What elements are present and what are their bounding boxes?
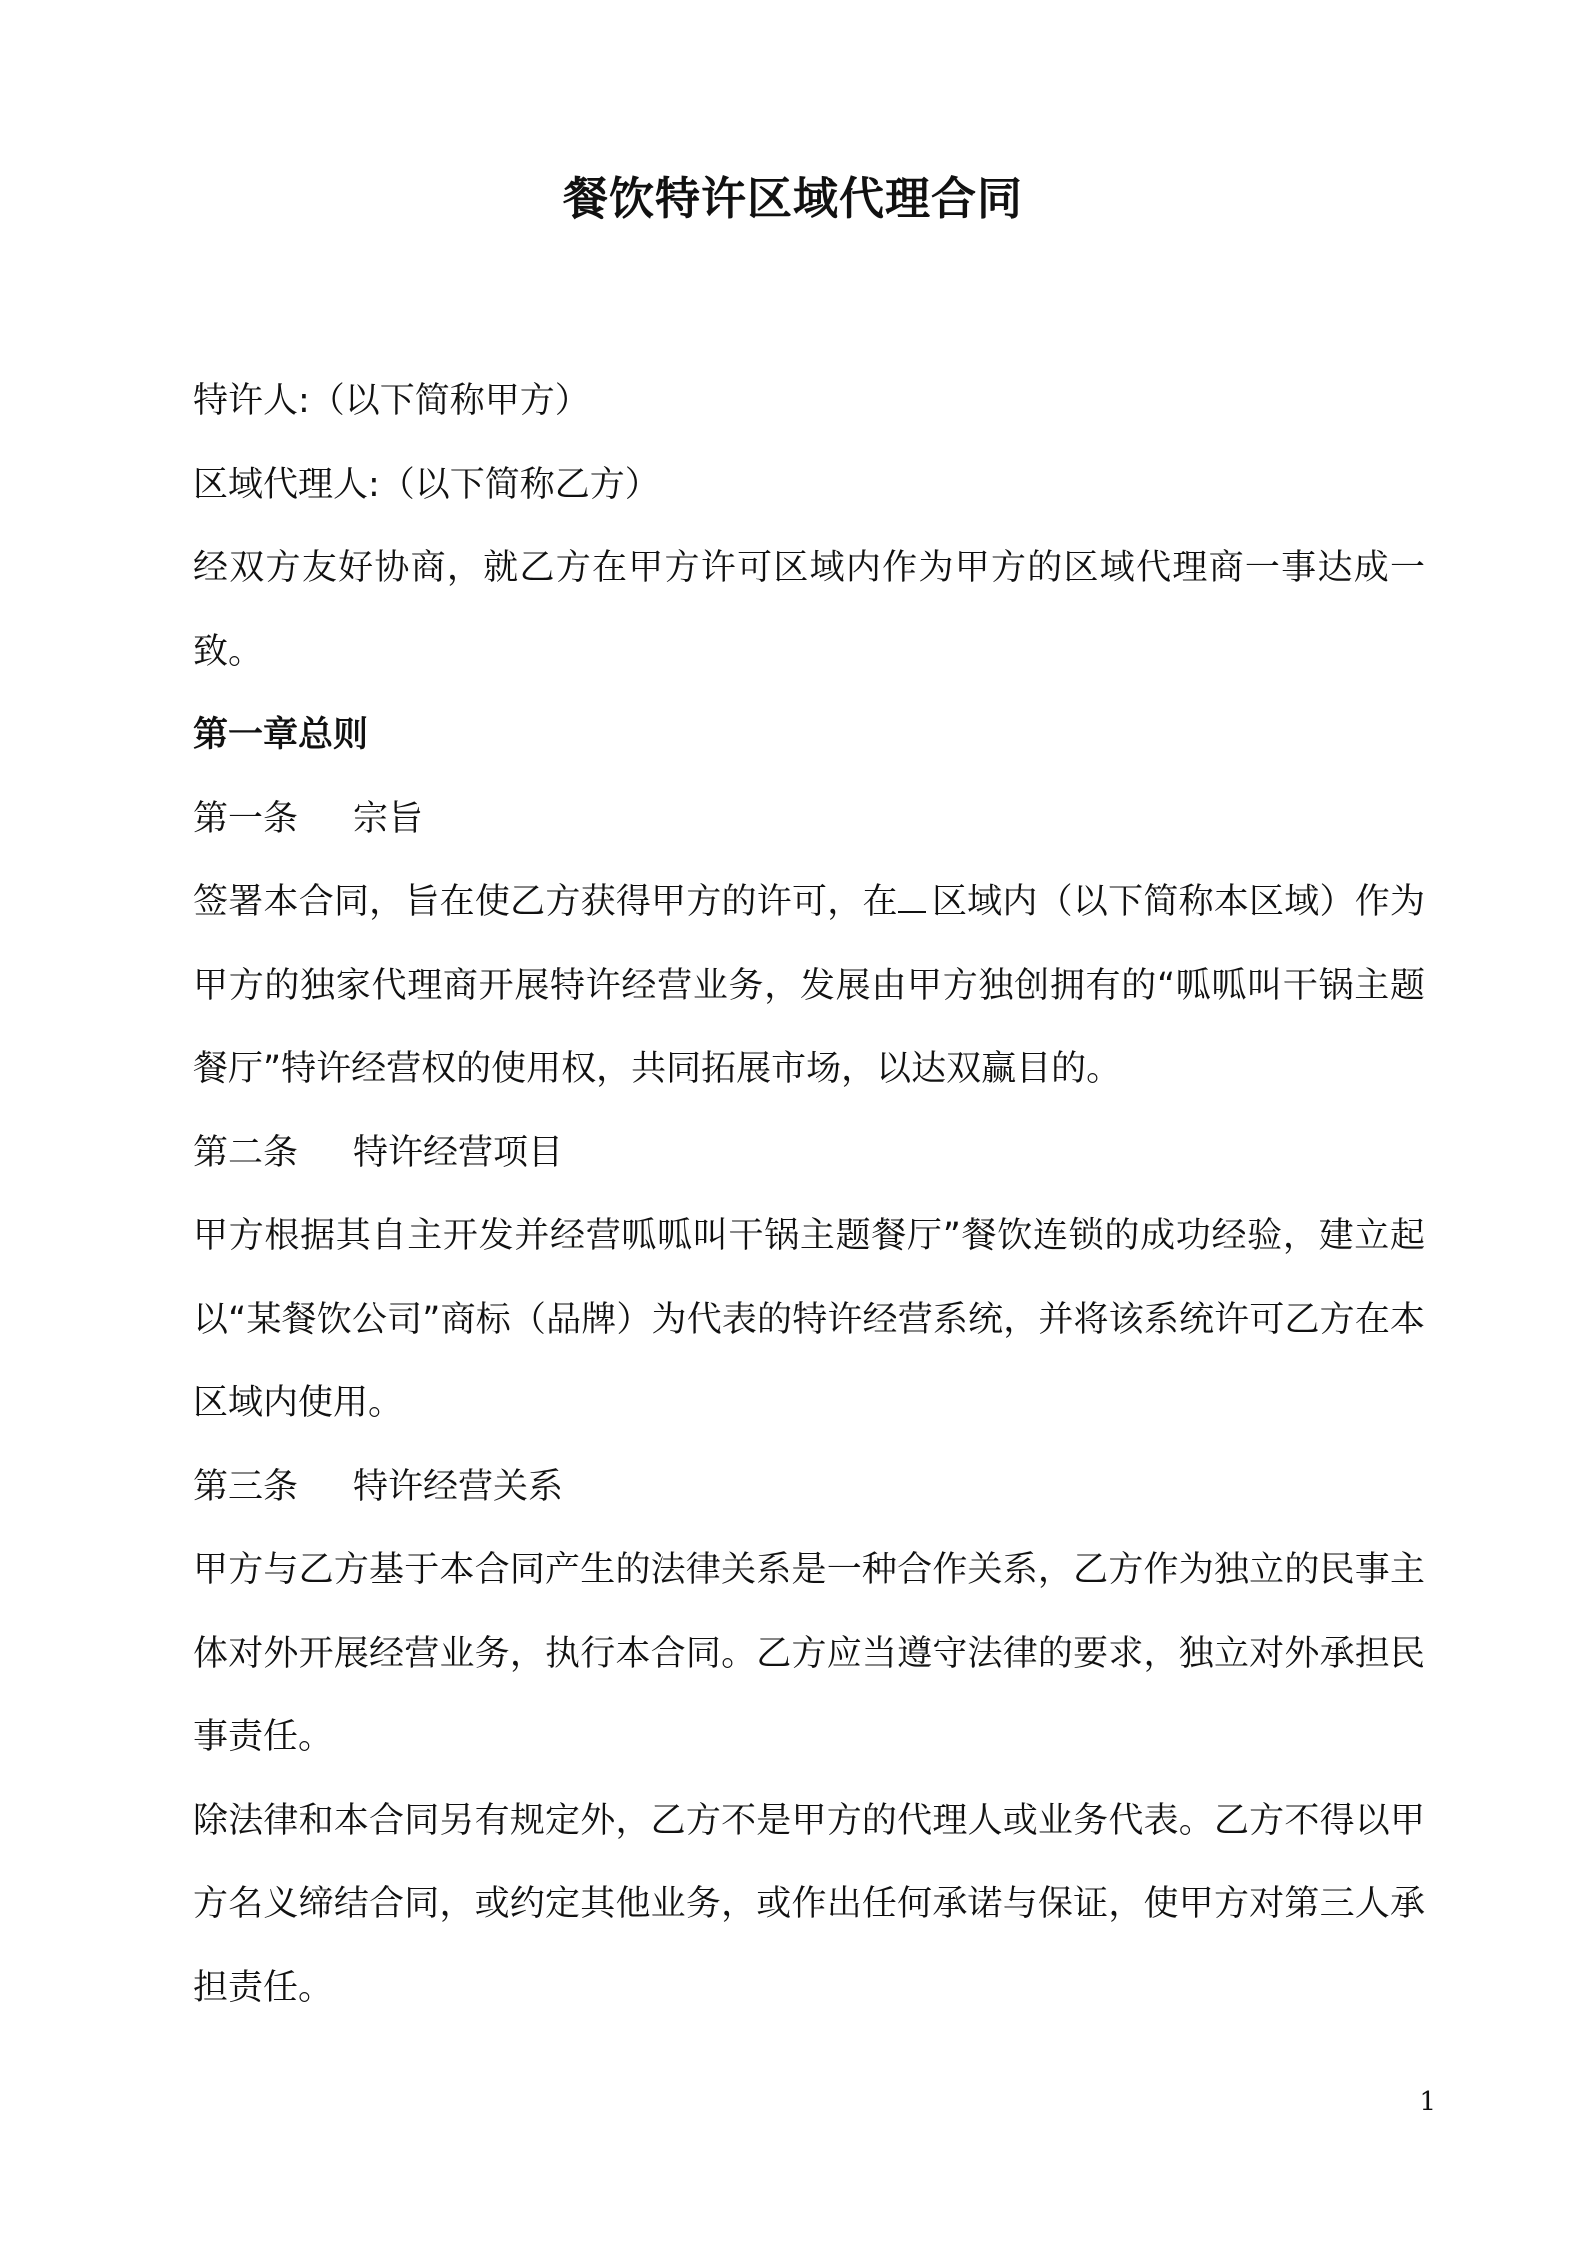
document-title: 餐饮特许区域代理合同 [562,172,1023,225]
article-1-number: 第一条 [193,798,299,839]
article-3-paragraph-1: 甲方与乙方基于本合同产生的法律关系是一种合作关系，乙方作为独立的民事主体对外开展经营业务，执行本合同。乙方应当遵守法律的要求，独立对外承担民事责任。 [193,1550,1425,1757]
article-2-number: 第二条 [193,1132,299,1173]
article-1-heading [193,778,1425,862]
intro-paragraph: 经双方友好协商，就乙方在甲方许可区域内作为甲方的区域代理商一事达成一致。 [193,548,1425,672]
party-regional-agent: 区域代理人:（以下简称乙方） [193,464,660,505]
article-1-text-before-blank: 签署本合同，旨在使乙方获得甲方的许可，在 [193,882,898,922]
article-3-number: 第三条 [193,1466,299,1507]
article-1-title: 宗旨 [353,798,424,839]
article-2-paragraph: 甲方根据其自主开发并经营呱呱叫干锅主题餐厅”餐饮连锁的成功经验，建立起以“某餐饮公司”商标（品牌）为代表的特许经营系统，并将该系统许可乙方在本区域内使用。 [193,1216,1425,1423]
party-franchisor: 特许人:（以下简称甲方） [193,381,590,421]
chapter-heading: 第一章总则 [193,715,369,755]
article-3-title: 特许经营关系 [353,1466,564,1507]
document-body [193,360,1425,2030]
article-3-paragraph-2: 除法律和本合同另有规定外，乙方不是甲方的代理人或业务代表。乙方不得以甲方名义缔结合同，或约定其他业务，或作出任何承诺与保证，使甲方对第三人承担责任。 [193,1800,1425,2008]
article-3-heading [193,1446,1425,1530]
article-2-heading [193,1112,1425,1196]
article-2-title: 特许经营项目 [353,1132,564,1173]
article-1-paragraph [193,861,1425,1112]
article-1-text-after-blank: 区域内（以下简称本区域）作为甲方的独家代理商开展特许经营业务，发展由甲方独创拥有的“呱呱叫干锅主题餐厅”特许经营权的使用权，共同拓展市场，以达双赢目的。 [193,882,1425,1089]
page-number: 1 [1419,2087,1436,2117]
region-blank-field [898,911,926,913]
